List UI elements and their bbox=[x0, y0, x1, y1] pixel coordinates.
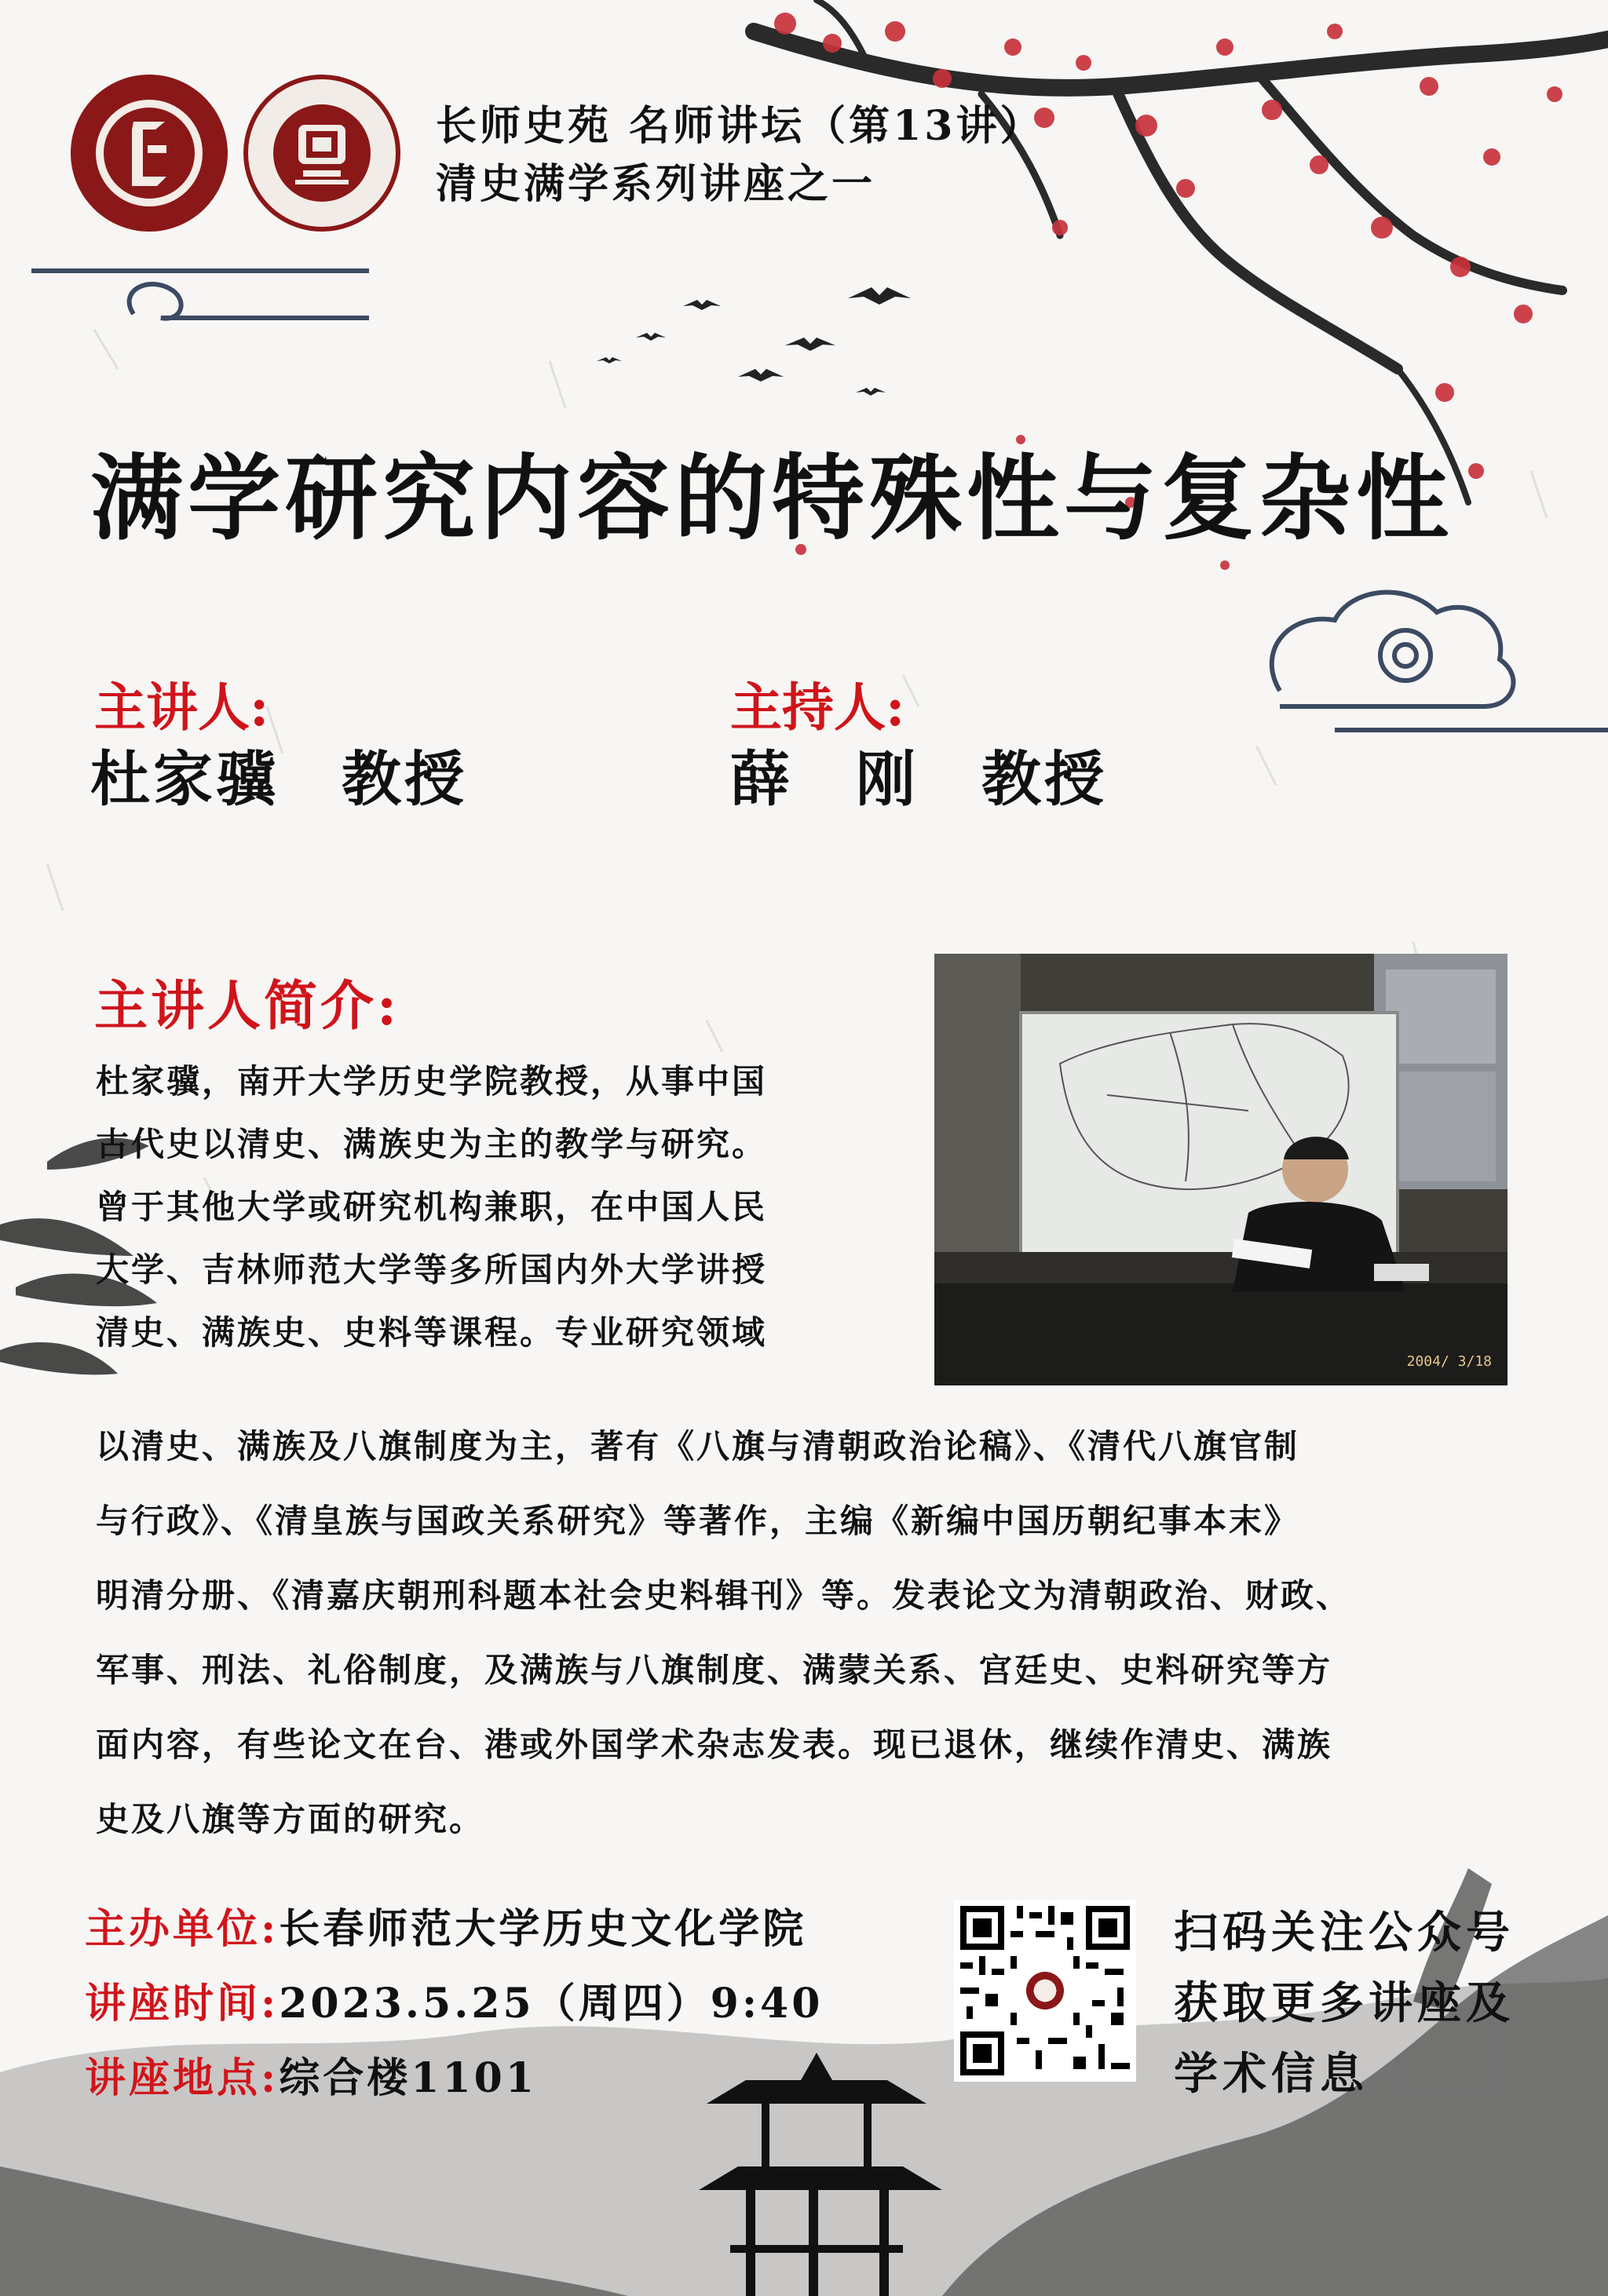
series-title: 长师史苑 名师讲坛（第13讲） bbox=[436, 102, 1044, 150]
cloud-swirl-right bbox=[1272, 593, 1608, 730]
organizer-label: 主办单位: bbox=[85, 1905, 280, 1953]
bio-line: 清史、满族史、史料等课程。专业研究领域 bbox=[96, 1313, 768, 1352]
qr-caption-line: 学术信息 bbox=[1174, 2048, 1369, 2100]
qr-caption-line: 扫码关注公众号 bbox=[1174, 1907, 1515, 1958]
lecture-title: 满学研究内容的特殊性与复杂性 bbox=[90, 444, 1454, 553]
flying-birds bbox=[597, 287, 911, 396]
bio-line: 军事、刑法、礼俗制度，及满族与八旗制度、满蒙关系、宫廷史、史料研究等方 bbox=[96, 1651, 1333, 1689]
qr-caption-line: 获取更多讲座及 bbox=[1174, 1977, 1515, 2029]
host-label: 主持人: bbox=[730, 677, 905, 738]
bio-line: 曾于其他大学或研究机构兼职，在中国人民 bbox=[96, 1188, 768, 1226]
speaker-name: 杜家骥 教授 bbox=[90, 744, 467, 814]
school-logo bbox=[243, 75, 400, 232]
time-row bbox=[85, 1970, 823, 2029]
bio-line: 史及八旗等方面的研究。 bbox=[96, 1800, 485, 1838]
time-value: 2023.5.25（周四）9:40 bbox=[279, 1980, 824, 2028]
bio-line: 明清分册、《清嘉庆朝刑科题本社会史料辑刊》等。发表论文为清朝政治、财政、 bbox=[96, 1576, 1352, 1615]
bio-line: 古代史以清史、满族史为主的教学与研究。 bbox=[96, 1125, 768, 1163]
university-logo bbox=[71, 75, 228, 232]
place-label: 讲座地点: bbox=[85, 2054, 280, 2102]
organizer-row bbox=[85, 1896, 806, 1955]
time-label: 讲座时间: bbox=[85, 1980, 280, 2028]
qr-code[interactable] bbox=[954, 1900, 1136, 2082]
bio-line: 杜家骥，南开大学历史学院教授，从事中国 bbox=[96, 1062, 768, 1101]
place-value: 综合楼1101 bbox=[279, 2054, 537, 2102]
bio-line: 大学、吉林师范大学等多所国内外大学讲授 bbox=[96, 1250, 768, 1289]
bio-line: 与行政》、《清皇族与国政关系研究》等著作，主编《新编中国历朝纪事本末》 bbox=[96, 1502, 1300, 1540]
cloud-line-left bbox=[31, 271, 369, 319]
host-name: 薛 刚 教授 bbox=[730, 744, 1107, 814]
bio-heading: 主讲人简介: bbox=[94, 975, 400, 1038]
place-row bbox=[85, 2045, 537, 2104]
speaker-photo bbox=[934, 954, 1508, 1385]
series-subtitle: 清史满学系列讲座之一 bbox=[436, 160, 876, 208]
speaker-label: 主讲人: bbox=[94, 677, 269, 738]
bio-line: 以清史、满族及八旗制度为主，著有《八旗与清朝政治论稿》、《清代八旗官制 bbox=[96, 1427, 1300, 1466]
photo-date: 2004/ 3/18 bbox=[1406, 1353, 1492, 1370]
bio-line: 面内容，有些论文在台、港或外国学术杂志发表。现已退休，继续作清史、满族 bbox=[96, 1725, 1333, 1764]
organizer-value: 长春师范大学历史文化学院 bbox=[279, 1905, 807, 1953]
